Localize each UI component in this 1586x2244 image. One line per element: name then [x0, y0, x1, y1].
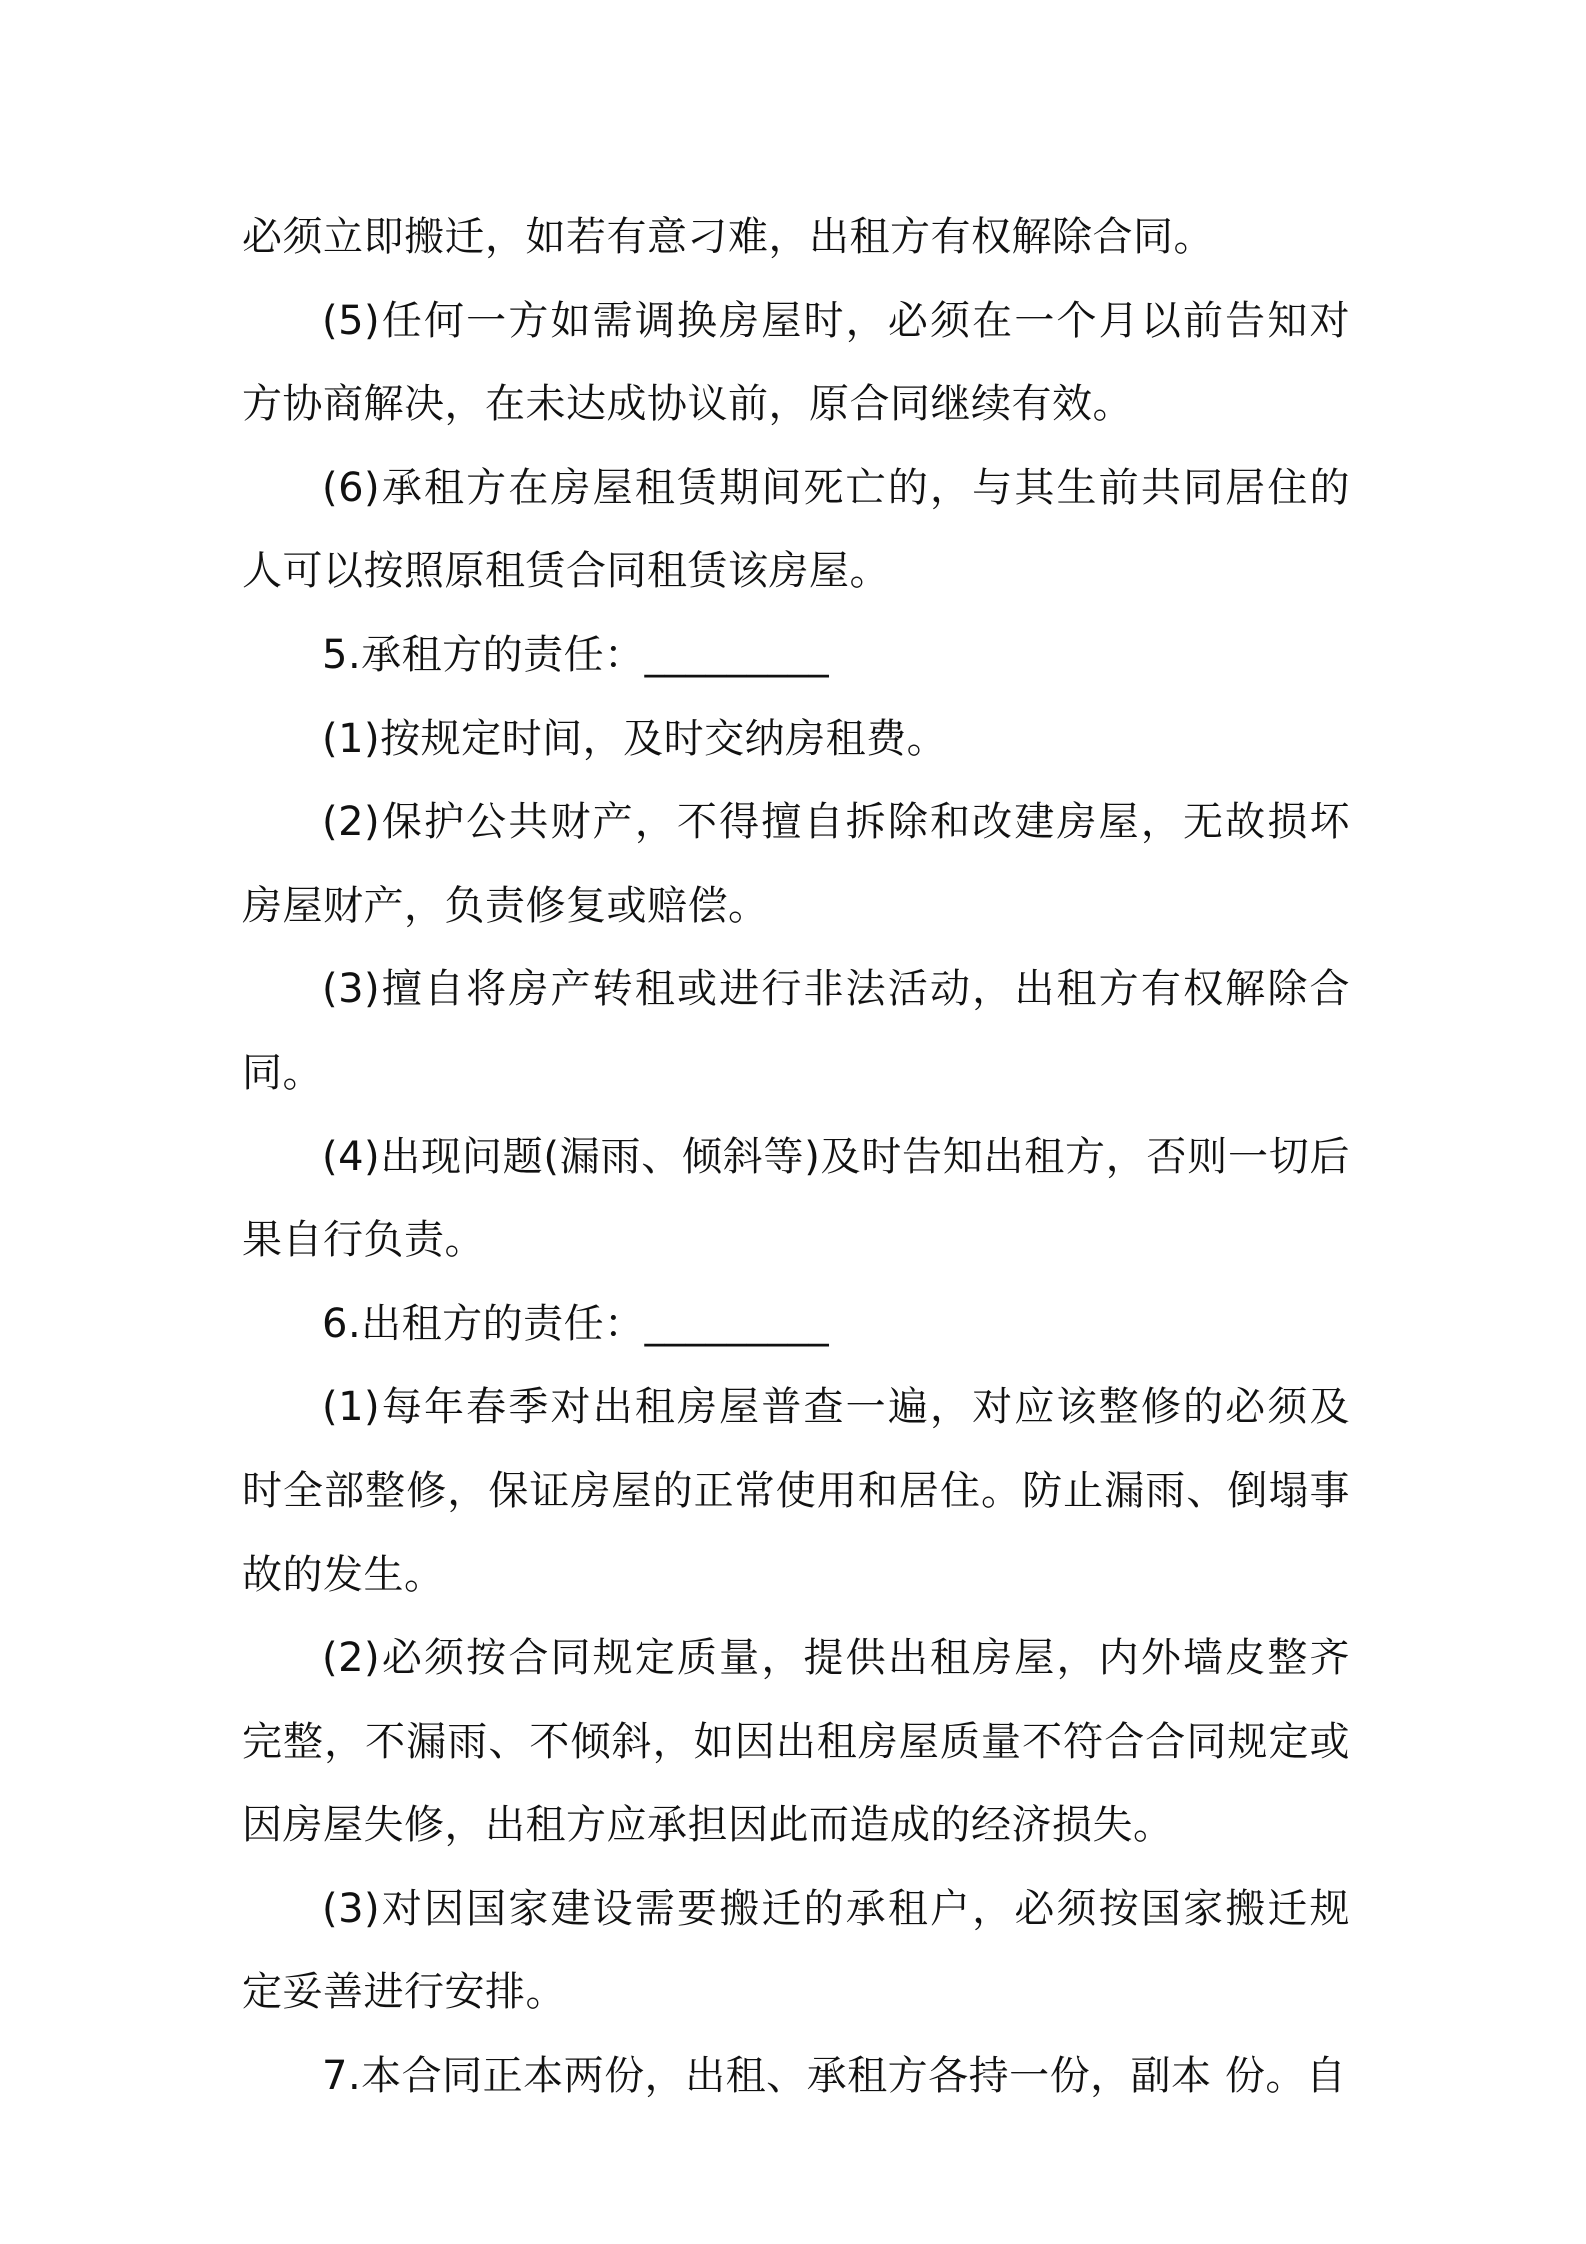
paragraph-clause-6-1: (1)每年春季对出租房屋普查一遍，对应该整修的必须及时全部整修，保证房屋的正常使用和居住。防止漏雨、倒塌事故的发生。: [242, 1384, 1350, 1598]
paragraph-clause-4-6: (6)承租方在房屋租赁期间死亡的，与其生前共同居住的人可以按照原租赁合同租赁该房屋。: [242, 464, 1350, 595]
paragraph-clause-5-4: (4)出现问题(漏雨、倾斜等)及时告知出租方，否则一切后果自行负责。: [242, 1133, 1350, 1264]
paragraph-clause-5-2: (2)保护公共财产，不得擅自拆除和改建房屋，无故损坏房屋财产，负责修复或赔偿。: [242, 799, 1350, 929]
paragraph-clause-7: 7.本合同正本两份，出租、承租方各持一份，副本 份。自: [322, 2053, 1347, 2100]
paragraph-clause-6-2: (2)必须按合同规定质量，提供出租房屋，内外墙皮整齐完整，不漏雨、不倾斜，如因出租房屋质量不符合合同规定或因房屋失修，出租方应承担因此而造成的经济损失。: [242, 1635, 1350, 1849]
section-heading-landlord-duties: 6.出租方的责任：_________: [322, 1300, 830, 1347]
paragraph-clause-4-5: (5)任何一方如需调换房屋时，必须在一个月以前告知对方协商解决，在未达成协议前，原合同继续有效。: [242, 297, 1350, 428]
paragraph-clause-6-3: (3)对因国家建设需要搬迁的承租户，必须按国家搬迁规定妥善进行安排。: [242, 1885, 1350, 2016]
document-body: [242, 196, 1350, 2119]
paragraph-clause-5-1: (1)按规定时间，及时交纳房租费。: [322, 715, 948, 762]
paragraph-clause-5-3: (3)擅自将房产转租或进行非法活动，出租方有权解除合同。: [242, 966, 1350, 1096]
section-heading-tenant-duties: 5.承租方的责任：_________: [322, 631, 830, 678]
paragraph-continuation: 必须立即搬迁，如若有意刁难，出租方有权解除合同。: [242, 214, 1214, 260]
